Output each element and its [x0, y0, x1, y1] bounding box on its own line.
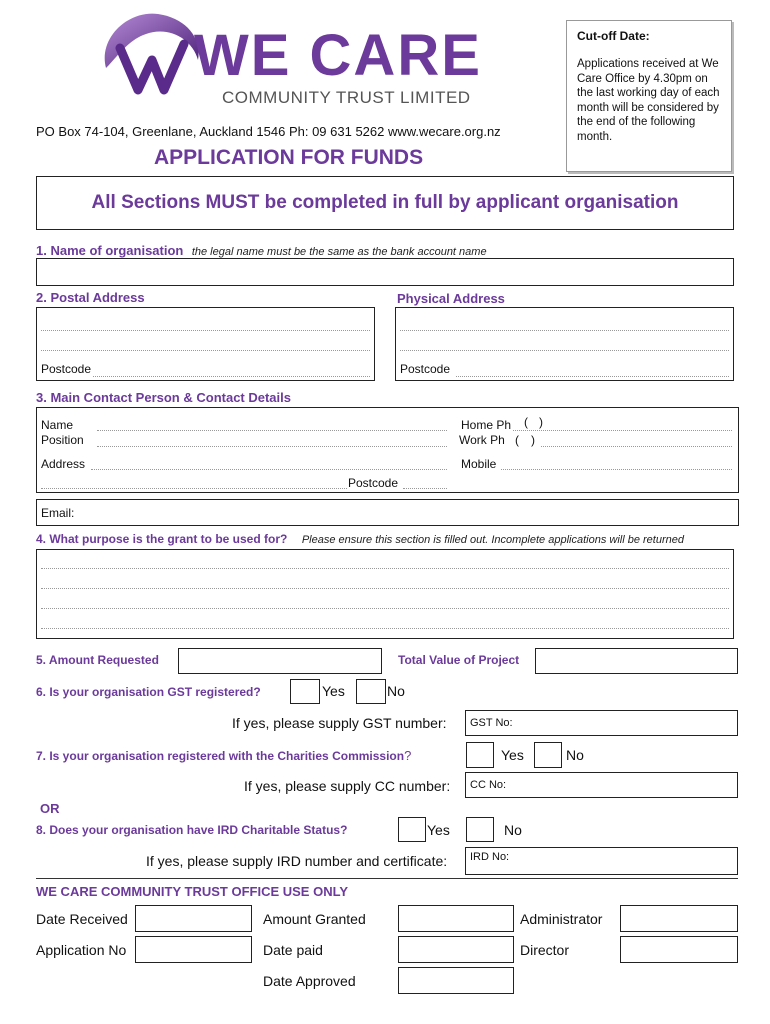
form-title: APPLICATION FOR FUNDS: [154, 146, 424, 169]
charities-yes-label: Yes: [501, 747, 524, 763]
purpose-note: Please ensure this section is filled out. Incomplete applications will be returned: [301, 534, 684, 546]
home-ph-label: Home Ph: [461, 418, 512, 432]
gst-no-checkbox[interactable]: [356, 679, 386, 704]
contact-section-label: 3. Main Contact Person & Contact Details: [36, 390, 291, 405]
charities-no-checkbox[interactable]: [534, 742, 562, 768]
amount-granted-field[interactable]: [398, 905, 514, 932]
ird-no-label: No: [504, 822, 522, 838]
amount-granted-label: Amount Granted: [263, 911, 366, 927]
contact-details-box: [36, 407, 739, 493]
logo-swirl-icon: [98, 8, 208, 100]
org-name-label: 1. Name of organisation: [36, 243, 184, 258]
contact-address-field[interactable]: [91, 469, 447, 470]
ird-question-label: 8. Does your organisation have IRD Charitable Status?: [36, 823, 348, 837]
work-ph-paren-close: ): [531, 433, 535, 447]
work-ph-field[interactable]: [541, 446, 732, 447]
contact-postcode-label: Postcode: [348, 476, 399, 490]
section-4-label: [36, 530, 684, 548]
gst-yes-checkbox[interactable]: [290, 679, 320, 704]
physical-postcode-label: Postcode: [400, 362, 451, 376]
contact-address-label: Address: [41, 457, 86, 471]
cc-supply-label: If yes, please supply CC number:: [244, 778, 451, 794]
org-name-field[interactable]: [36, 258, 734, 286]
charities-no-label: No: [566, 747, 584, 763]
director-label: Director: [520, 942, 570, 958]
total-value-label: Total Value of Project: [398, 653, 520, 667]
charities-question-label: 7. Is your organisation registered with the Charities Commission: [36, 749, 405, 763]
gst-supply-label: If yes, please supply GST number:: [232, 715, 447, 731]
charities-question-mark: ?: [404, 748, 412, 763]
mobile-field[interactable]: [501, 469, 732, 470]
gst-number-field[interactable]: [465, 710, 738, 736]
ird-number-field[interactable]: [465, 847, 738, 875]
charities-yes-checkbox[interactable]: [466, 742, 494, 768]
date-approved-field[interactable]: [398, 967, 514, 994]
cutoff-text: Applications received at We Care Office by 4.30pm on the last working day of each month will be considered by the end of the following month.: [577, 58, 720, 143]
amount-requested-field[interactable]: [178, 648, 382, 674]
physical-address-label: Physical Address: [397, 291, 505, 306]
home-ph-paren-open: (: [524, 415, 528, 429]
date-received-label: Date Received: [36, 911, 128, 927]
physical-address-field[interactable]: [395, 307, 734, 381]
office-heading: WE CARE COMMUNITY TRUST OFFICE USE ONLY: [36, 884, 349, 899]
postal-address-label: 2. Postal Address: [36, 290, 145, 305]
ird-yes-checkbox[interactable]: [398, 817, 426, 842]
total-value-field[interactable]: [535, 648, 738, 674]
office-divider: [36, 878, 738, 879]
home-ph-field[interactable]: [513, 430, 732, 431]
mobile-label: Mobile: [461, 457, 497, 471]
cc-no-label-inner: CC No:: [470, 779, 507, 791]
email-label: Email:: [41, 506, 75, 520]
cutoff-heading: Cut-off Date:: [577, 29, 650, 43]
address-line: PO Box 74-104, Greenlane, Auckland 1546 Ph: 09 631 5262 www.wecare.org.nz: [36, 124, 501, 139]
logo: [98, 8, 538, 108]
charities-section-label: [36, 747, 411, 765]
postal-address-field[interactable]: [36, 307, 375, 381]
cc-number-field[interactable]: [465, 772, 738, 798]
email-field[interactable]: [36, 499, 739, 526]
date-paid-label: Date paid: [263, 942, 323, 958]
banner-text: All Sections MUST be completed in full by applicant organisation: [91, 192, 679, 213]
ird-yes-label: Yes: [427, 822, 450, 838]
contact-name-label: Name: [41, 418, 74, 432]
ird-supply-label: If yes, please supply IRD number and certificate:: [146, 853, 448, 869]
home-ph-paren-close: ): [539, 415, 543, 429]
director-field[interactable]: [620, 936, 738, 963]
logo-sub-text: COMMUNITY TRUST LIMITED: [222, 88, 471, 107]
gst-no-label-inner: GST No:: [470, 717, 513, 729]
contact-position-field[interactable]: [97, 446, 447, 447]
or-label: OR: [40, 801, 60, 816]
gst-no-label: No: [387, 683, 405, 699]
postal-postcode-label: Postcode: [41, 362, 92, 376]
instruction-banner: [36, 176, 734, 230]
purpose-field[interactable]: [36, 549, 734, 639]
application-no-field[interactable]: [135, 936, 252, 963]
date-paid-field[interactable]: [398, 936, 514, 963]
org-name-note: the legal name must be the same as the bank account name: [191, 246, 487, 258]
work-ph-label: Work Ph: [459, 433, 505, 447]
logo-main-text: WE CARE: [194, 23, 482, 88]
date-approved-label: Date Approved: [263, 973, 356, 989]
contact-position-label: Position: [41, 433, 84, 447]
work-ph-paren-open: (: [515, 433, 519, 447]
administrator-field[interactable]: [620, 905, 738, 932]
cutoff-box: [566, 20, 732, 172]
amount-requested-label: 5. Amount Requested: [36, 653, 159, 667]
gst-question-label: 6. Is your organisation GST registered?: [36, 685, 261, 699]
date-received-field[interactable]: [135, 905, 252, 932]
ird-no-label-inner: IRD No:: [470, 851, 510, 863]
administrator-label: Administrator: [520, 911, 603, 927]
gst-yes-label: Yes: [322, 683, 345, 699]
contact-name-field[interactable]: [97, 430, 447, 431]
purpose-label: 4. What purpose is the grant to be used for?: [36, 532, 288, 546]
contact-postcode-field[interactable]: [403, 488, 447, 489]
ird-no-checkbox[interactable]: [466, 817, 494, 842]
application-no-label: Application No: [36, 942, 127, 958]
